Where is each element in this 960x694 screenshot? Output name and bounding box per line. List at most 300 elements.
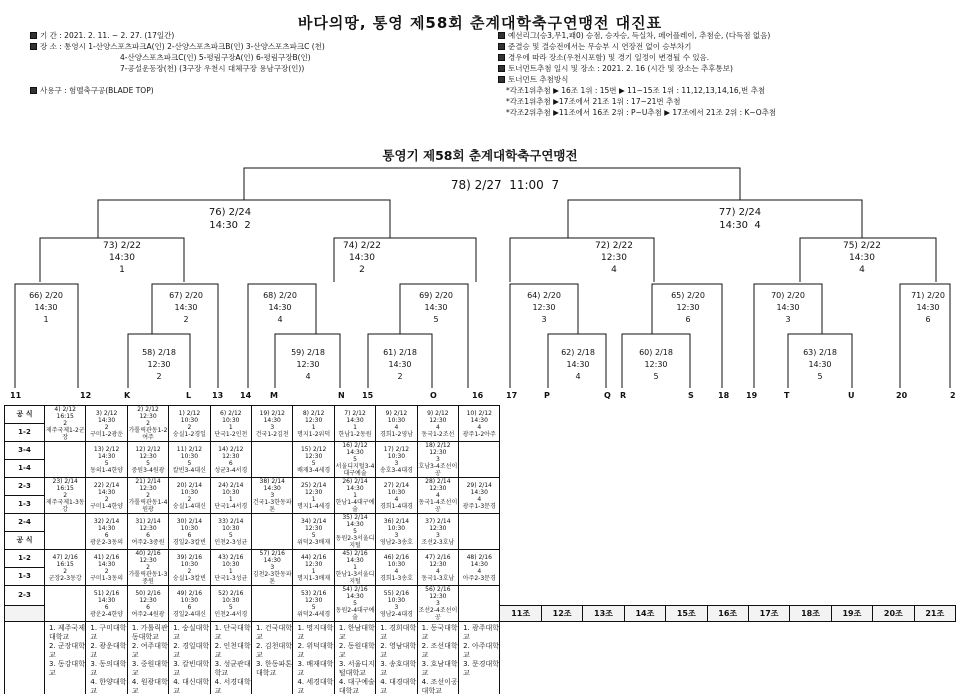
slot-label: 13 [212, 391, 224, 400]
r32-match-62: 62) 2/18 14:30 4 [561, 348, 595, 381]
match-cell-line: 47) 2/16 12:30 [425, 553, 451, 568]
round-label: 1-4 [5, 460, 45, 478]
match-cell-line: 4 [477, 423, 482, 431]
match-cell-line: 인천2-4서경 [214, 610, 248, 618]
match-cell-line: 7) 2/12 14:30 [344, 409, 366, 424]
schedule-row [5, 442, 956, 460]
team-name: 1. 구미대학교 [90, 624, 127, 641]
group-team-list [252, 622, 293, 694]
group-team-list [210, 622, 251, 694]
match-cell [127, 586, 168, 622]
match-cell-line: 인천2-3성균 [214, 538, 248, 546]
match-cell-line: 동원2-4대구예술 [335, 607, 375, 621]
match-cell-line: 동국1-3호남 [421, 574, 455, 582]
match-cell-line: 영남2-3송호 [379, 538, 413, 546]
slot-label: 15 [362, 391, 374, 400]
group-label: 11조 [500, 606, 541, 622]
match-cell-line: 광주1-2아주 [462, 430, 496, 438]
match-cell-line: 군장2-3동강 [48, 574, 82, 582]
group-team-list [376, 622, 417, 694]
match-cell-line: 한남1-2동원 [338, 430, 372, 438]
match-cell-line: 숭실1-4대신 [172, 502, 206, 510]
match-cell-line: 36) 2/14 10:30 [383, 517, 410, 532]
match-cell-line: 위덕2-4세경 [297, 610, 331, 618]
r16-match-70: 70) 2/20 14:30 3 [771, 291, 805, 324]
team-name: 3. 호남대학교 [421, 660, 458, 677]
match-cell-line: 구미1-2광운 [90, 430, 124, 438]
match-cell-line: 5 [311, 531, 316, 539]
final-match: 78) 2/27 11:00 7 [450, 178, 560, 192]
match-cell [210, 406, 251, 442]
slot-label: U [848, 391, 855, 400]
slot-label: T [784, 391, 790, 400]
match-cell [459, 442, 500, 478]
match-cell [45, 514, 86, 550]
team-name: 2. 영남대학교 [380, 642, 417, 659]
match-cell [334, 550, 375, 586]
match-cell [169, 550, 210, 586]
team-name: 2. 경일대학교 [173, 642, 210, 659]
slot-label: 16 [472, 391, 484, 400]
match-cell-line: 경일2-4대신 [172, 610, 206, 618]
team-name: 4. 한양대학교 [90, 678, 127, 694]
match-cell-line: 20) 2/14 10:30 [176, 481, 203, 496]
match-cell [127, 514, 168, 550]
match-cell-line: 4 [394, 567, 399, 575]
match-cell [376, 478, 417, 514]
slot-label: Q [604, 391, 611, 400]
r32-match-63: 63) 2/18 14:30 5 [803, 348, 837, 381]
slot-label: S [688, 391, 694, 400]
match-cell-line: 14) 2/12 12:30 [218, 445, 244, 460]
match-cell-line: 3 [435, 531, 440, 539]
match-cell-line: 2 [146, 492, 150, 499]
slot-label: K [124, 391, 131, 400]
match-cell-line: 칼빈3-4대신 [172, 466, 206, 474]
r16-match-64: 64) 2/20 12:30 3 [527, 291, 561, 324]
match-cell [293, 514, 334, 550]
match-cell-line: 명지1-3배재 [297, 574, 331, 582]
match-cell [45, 442, 86, 478]
match-cell-line: 3 [394, 459, 399, 467]
match-cell-line: 6 [146, 603, 150, 611]
slot-label: N [338, 391, 345, 400]
match-cell [169, 514, 210, 550]
match-cell [459, 586, 500, 622]
match-cell-line: 8) 2/12 12:30 [302, 409, 325, 424]
match-cell-line: 55) 2/16 10:30 [383, 589, 410, 604]
r32-match-61: 61) 2/18 14:30 2 [383, 348, 417, 381]
match-cell-line: 제주국제1-2군장 [45, 427, 85, 441]
slot-label: 17 [506, 391, 518, 400]
match-cell-line: 4 [435, 567, 440, 575]
match-cell-line: 광주1-3문경 [462, 502, 496, 510]
match-cell-line: 3 [270, 423, 275, 431]
match-cell-line: 1 [311, 495, 316, 503]
r32-match-58: 58) 2/18 12:30 2 [142, 348, 176, 381]
match-cell-line: 한남1-3서울디지털 [335, 571, 375, 585]
match-cell-line: 2 [104, 423, 109, 431]
match-cell-line: 3) 2/12 14:30 [95, 409, 118, 424]
match-cell [417, 478, 458, 514]
match-cell [86, 478, 127, 514]
match-cell [417, 514, 458, 550]
match-cell [86, 586, 127, 622]
match-cell [293, 550, 334, 586]
round-label: 공 식 [5, 532, 45, 550]
match-cell [252, 406, 293, 442]
match-cell-line: 40) 2/16 12:30 [135, 550, 161, 564]
match-cell-line: 가톨릭관동1-3중원 [128, 571, 168, 585]
team-name: 1. 건국대학교 [256, 624, 292, 641]
info-venue-2: 4-산양스포츠파크C(인) 5-평림구장A(인) 6-평림구장B(인) [120, 53, 311, 62]
match-cell-line: 가톨릭관동1-4원광 [128, 499, 168, 513]
match-cell-line: 1) 2/12 10:30 [178, 409, 201, 424]
team-name: 4. 조선이공대학교 [421, 678, 458, 694]
match-cell-line: 2 [187, 495, 192, 503]
match-cell [293, 442, 334, 478]
match-cell [45, 586, 86, 622]
match-cell-line: 동국1-4조선이공 [418, 499, 458, 513]
match-cell-line: 12) 2/12 12:30 [135, 445, 161, 460]
match-cell [293, 478, 334, 514]
team-name: 1. 한남대학교 [338, 624, 375, 641]
team-name: 2. 김천대학교 [256, 642, 292, 659]
match-cell-line: 27) 2/14 10:30 [383, 481, 410, 496]
schedule-row [5, 586, 956, 606]
match-cell [210, 586, 251, 622]
match-cell-line: 11) 2/12 10:30 [176, 445, 203, 460]
match-cell-line: 10) 2/12 14:30 [466, 409, 492, 424]
r16-match-67: 67) 2/20 14:30 2 [169, 291, 203, 324]
match-cell-line: 서울디지털3-4대구예술 [335, 463, 375, 477]
match-cell-line: 13) 2/12 14:30 [93, 445, 120, 460]
slot-label: 20 [896, 391, 908, 400]
slot-label: 11 [10, 391, 22, 400]
team-name: 3. 서울디지털대학교 [338, 660, 375, 677]
match-cell-line: 5 [353, 600, 357, 607]
team-name: 4. 대경대학교 [380, 678, 417, 694]
match-cell-line: 5 [311, 603, 316, 611]
match-cell-line: 9) 2/12 12:30 [427, 409, 449, 424]
match-cell-line: 26) 2/14 14:30 [342, 478, 368, 492]
match-cell [459, 550, 500, 586]
match-cell-line: 54) 2/16 14:30 [342, 586, 368, 600]
match-cell [45, 406, 86, 442]
team-name: 3. 송호대학교 [380, 660, 417, 677]
round-label: 1-3 [5, 568, 45, 586]
match-cell-line: 35) 2/14 14:30 [342, 514, 368, 528]
match-cell-line: 영남2-4대경 [379, 610, 413, 618]
info-right: 예선리그(승3,무1,패0) 승점, 승자승, 득실차, 페어플레이, 추첨순, (다득점 없음) 준결승 및 결승전에서는 무승부 시 연장전 없이 승부차기 경우에 따라 장소(우천시포함) 및 경기 일정이 변경될 수 있음. 토너먼트추첨 일시 및 장소 : 2021. 2. 16 (시간 및 장소는 추후통보) 토너먼트 추첨방식 *각조1위추첨 ▶ 16조 1위 : 15번 ▶ 11~15조 1위 : 11,12,13,14,16,번 추첨 *각조1위추첨 ▶17조에서 21조 1위 : 17~21번 추첨 *각조2위추첨 ▶11조에서 16조 2위 : P~U추첨 ▶ 17조에서 21조 2위 : K~O추첨 [498, 30, 776, 118]
match-cell-line: 5 [228, 531, 233, 539]
match-cell-line: 48) 2/16 14:30 [466, 553, 492, 568]
match-cell-line: 5 [311, 459, 316, 467]
match-cell-line: 단국1-3성균 [214, 574, 248, 582]
group-team-list [459, 622, 500, 694]
match-cell-line: 4 [394, 423, 399, 431]
match-cell [86, 442, 127, 478]
match-cell-line: 15) 2/12 12:30 [300, 445, 327, 460]
match-cell [169, 478, 210, 514]
group-label: 12조 [541, 606, 582, 622]
slot-label: 12 [80, 391, 92, 400]
match-cell-line: 단국1-4서경 [214, 502, 248, 510]
match-cell [210, 478, 251, 514]
match-cell-line: 25) 2/14 12:30 [300, 481, 327, 496]
group-label: 18조 [790, 606, 831, 622]
match-cell [334, 586, 375, 622]
schedule-row [5, 514, 956, 532]
match-cell-line: 2 [104, 567, 109, 575]
match-cell-line: 53) 2/16 12:30 [300, 589, 327, 604]
match-cell-line: 1 [228, 495, 233, 503]
match-cell [417, 586, 458, 622]
match-cell [127, 478, 168, 514]
match-cell [293, 406, 334, 442]
slot-label: R [620, 391, 627, 400]
r16-match-66: 66) 2/20 14:30 1 [29, 291, 63, 324]
team-name: 1. 가톨릭관동대학교 [131, 624, 168, 641]
match-cell-line: 2) 2/12 12:30 [137, 406, 159, 420]
match-cell-line: 21) 2/14 12:30 [135, 478, 161, 492]
match-cell-line: 5 [353, 456, 357, 463]
match-cell-line: 6 [187, 603, 192, 611]
match-cell-line: 배재3-4세경 [297, 466, 331, 474]
team-name: 1. 제주국제대학교 [49, 624, 85, 641]
match-cell-line: 39) 2/16 10:30 [176, 553, 203, 568]
slot-label: P [544, 391, 550, 400]
team-name: 4. 대구예술대학교 [338, 678, 375, 694]
match-cell-line: 30) 2/14 10:30 [176, 517, 203, 532]
match-cell-line: 5 [187, 459, 192, 467]
semi-match-76: 76) 2/24 14:30 2 [208, 207, 252, 231]
team-name: 4. 대신대학교 [173, 678, 210, 694]
match-cell [252, 478, 293, 514]
match-cell-line: 2 [187, 423, 192, 431]
match-cell-line: 경일2-3칼빈 [172, 538, 206, 546]
schedule-row [5, 406, 956, 424]
match-cell-line: 16) 2/12 14:30 [342, 442, 368, 456]
match-cell [376, 406, 417, 442]
match-cell [169, 442, 210, 478]
match-cell-line: 49) 2/16 10:30 [176, 589, 203, 604]
match-cell-line: 17) 2/12 10:30 [383, 445, 410, 460]
match-cell [459, 406, 500, 442]
info-ball: 사용구 : 험멜축구공(BLADE TOP) [30, 85, 325, 96]
match-cell-line: 광운2-4한양 [90, 610, 124, 618]
match-cell [210, 442, 251, 478]
r32-match-59: 59) 2/18 12:30 4 [291, 348, 325, 381]
match-cell-line: 2 [63, 420, 68, 427]
teams-row [5, 622, 956, 694]
team-name: 1. 경희대학교 [380, 624, 417, 641]
match-cell [293, 586, 334, 622]
match-cell [376, 550, 417, 586]
corner-cell [5, 622, 45, 694]
team-name: 3. 동의대학교 [90, 660, 127, 677]
match-cell-line: 2 [146, 564, 150, 571]
round-label: 3-4 [5, 442, 45, 460]
match-cell-line: 1 [311, 567, 316, 575]
group-label: 16조 [707, 606, 748, 622]
info-venue-3: 7-공설운동장(천) (3구장 우천시 대체구장 용남구장(인)) [120, 64, 305, 73]
match-cell-line: 34) 2/14 12:30 [300, 517, 327, 532]
match-cell [252, 550, 293, 586]
match-cell-line: 6 [146, 531, 150, 539]
match-cell-line: 가톨릭관동1-2여주 [128, 427, 168, 441]
group-label: 14조 [624, 606, 665, 622]
match-cell [210, 514, 251, 550]
match-cell-line: 명지1-2위덕 [297, 430, 331, 438]
match-cell-line: 명지1-4세경 [297, 502, 331, 510]
corner-cell [5, 606, 45, 622]
match-cell [169, 406, 210, 442]
match-cell-line: 건국1-3한동파톤 [252, 499, 292, 513]
quarter-match-72: 72) 2/22 12:30 4 [594, 241, 634, 275]
match-cell-line: 제주국제1-3동강 [45, 499, 85, 513]
match-cell [45, 478, 86, 514]
group-label: 19조 [831, 606, 872, 622]
group-label: 20조 [873, 606, 914, 622]
team-name: 2. 광운대학교 [90, 642, 127, 659]
round-label: 2-4 [5, 514, 45, 532]
group-team-list [169, 622, 210, 694]
match-cell [376, 442, 417, 478]
team-name: 4. 세경대학교 [297, 678, 334, 694]
round-label: 1-3 [5, 496, 45, 514]
info-venue: 장 소 : 통영시 1-산양스포츠파크A(인) 2-산양스포츠파크B(인) 3-산양스포츠파크C (천) [30, 41, 325, 52]
match-cell-line: 1 [228, 567, 233, 575]
match-cell-line: 46) 2/16 10:30 [383, 553, 410, 568]
match-cell-line: 단국1-2인천 [214, 430, 248, 438]
match-cell-line: 44) 2/16 12:30 [300, 553, 327, 568]
match-cell-line: 4 [435, 423, 440, 431]
match-cell [127, 442, 168, 478]
round-label: 공 식 [5, 406, 45, 424]
match-cell [417, 550, 458, 586]
match-cell-line: 동의1-4한양 [90, 466, 124, 474]
match-cell-line: 6 [104, 531, 109, 539]
match-cell-line: 3 [394, 531, 399, 539]
match-cell-line: 경희1-4대경 [379, 502, 413, 510]
team-name: 1. 동국대학교 [421, 624, 458, 641]
slot-label: M [270, 391, 278, 400]
team-name: 2. 인천대학교 [214, 642, 251, 659]
match-cell [210, 550, 251, 586]
team-name: 3. 문경대학교 [463, 660, 500, 677]
match-cell-line: 28) 2/14 12:30 [425, 478, 451, 492]
match-cell-line: 47) 2/16 16:15 [52, 553, 78, 568]
match-cell-line: 5 [228, 603, 233, 611]
match-cell-line: 23) 2/14 16:15 [52, 478, 78, 492]
match-cell-line: 3 [394, 603, 399, 611]
match-cell-line: 구미1-4한양 [90, 502, 124, 510]
match-cell [252, 514, 293, 550]
slot-label: O [430, 391, 437, 400]
match-cell-line: 5 [353, 528, 357, 535]
match-cell [127, 406, 168, 442]
match-cell-line: 여주2-4원광 [131, 610, 165, 618]
match-cell-line: 숭실1-2경일 [172, 430, 206, 438]
match-cell-line: 성균3-4서경 [214, 466, 248, 474]
match-cell-line: 56) 2/16 12:30 [425, 586, 451, 600]
match-cell-line: 6) 2/12 10:30 [220, 409, 242, 424]
team-name: 1. 명지대학교 [297, 624, 334, 641]
team-name: 1. 광주대학교 [463, 624, 500, 641]
team-name: 1. 단국대학교 [214, 624, 251, 641]
team-name: 2. 여주대학교 [131, 642, 168, 659]
group-label: 15조 [666, 606, 707, 622]
group-team-list [293, 622, 334, 694]
team-name: 1. 숭실대학교 [173, 624, 210, 641]
match-cell-line: 4 [477, 567, 482, 575]
round-label: 1-2 [5, 424, 45, 442]
r16-match-69: 69) 2/20 14:30 5 [419, 291, 453, 324]
slot-label: 18 [718, 391, 730, 400]
team-name: 3. 성균관대학교 [214, 660, 251, 677]
match-cell-line: 51) 2/16 14:30 [93, 589, 120, 604]
match-cell-line: 52) 2/16 10:30 [218, 589, 244, 604]
team-name: 2. 아주대학교 [463, 642, 500, 659]
match-cell-line: 동국1-2조선 [421, 430, 455, 438]
team-name: 2. 동원대학교 [338, 642, 375, 659]
match-cell-line: 22) 2/14 14:30 [93, 481, 120, 496]
match-cell [252, 586, 293, 622]
team-name: 4. 원광대학교 [131, 678, 168, 694]
match-cell-line: 1 [228, 423, 233, 431]
match-cell [252, 442, 293, 478]
match-cell-line: 여주2-3중원 [131, 538, 165, 546]
schedule-row [5, 550, 956, 568]
schedule-table [4, 405, 956, 694]
match-cell [376, 514, 417, 550]
match-cell-line: 5 [146, 459, 150, 467]
info-period: 기 간 : 2021. 2. 11. ~ 2. 27. (17일간) [30, 30, 325, 41]
round-label: 2-3 [5, 586, 45, 606]
match-cell-line: 41) 2/16 14:30 [93, 553, 120, 568]
match-cell [459, 478, 500, 514]
group-label: 17조 [748, 606, 789, 622]
match-cell-line: 아주2-3문경 [462, 574, 496, 582]
slot-label: 2 [950, 391, 956, 400]
r32-match-60: 60) 2/18 12:30 5 [639, 348, 673, 381]
match-cell-line: 3 [435, 600, 440, 607]
match-cell-line: 숭실1-3칼빈 [172, 574, 206, 582]
match-cell [169, 586, 210, 622]
match-cell [334, 442, 375, 478]
match-cell-line: 19) 2/12 14:30 [259, 409, 285, 424]
match-cell-line: 경희1-2영남 [379, 430, 413, 438]
group-team-list [86, 622, 127, 694]
match-cell-line: 9) 2/12 10:30 [385, 409, 408, 424]
match-cell-line: 45) 2/16 14:30 [342, 550, 368, 564]
match-cell-line: 18) 2/12 12:30 [425, 442, 451, 456]
match-cell-line: 4 [477, 495, 482, 503]
match-cell-line: 경희1-3송호 [379, 574, 413, 582]
team-name: 2. 군장대학교 [49, 642, 85, 659]
match-cell-line: 2 [146, 420, 150, 427]
match-cell [86, 406, 127, 442]
match-cell [334, 514, 375, 550]
match-cell-line: 31) 2/14 12:30 [135, 517, 161, 532]
slot-label: 14 [240, 391, 252, 400]
quarter-match-75: 75) 2/22 14:30 4 [842, 241, 882, 275]
match-cell-line: 37) 2/14 12:30 [425, 517, 451, 532]
match-cell [417, 406, 458, 442]
match-cell-line: 5 [104, 459, 109, 467]
quarter-match-73: 73) 2/22 14:30 1 [102, 241, 142, 275]
